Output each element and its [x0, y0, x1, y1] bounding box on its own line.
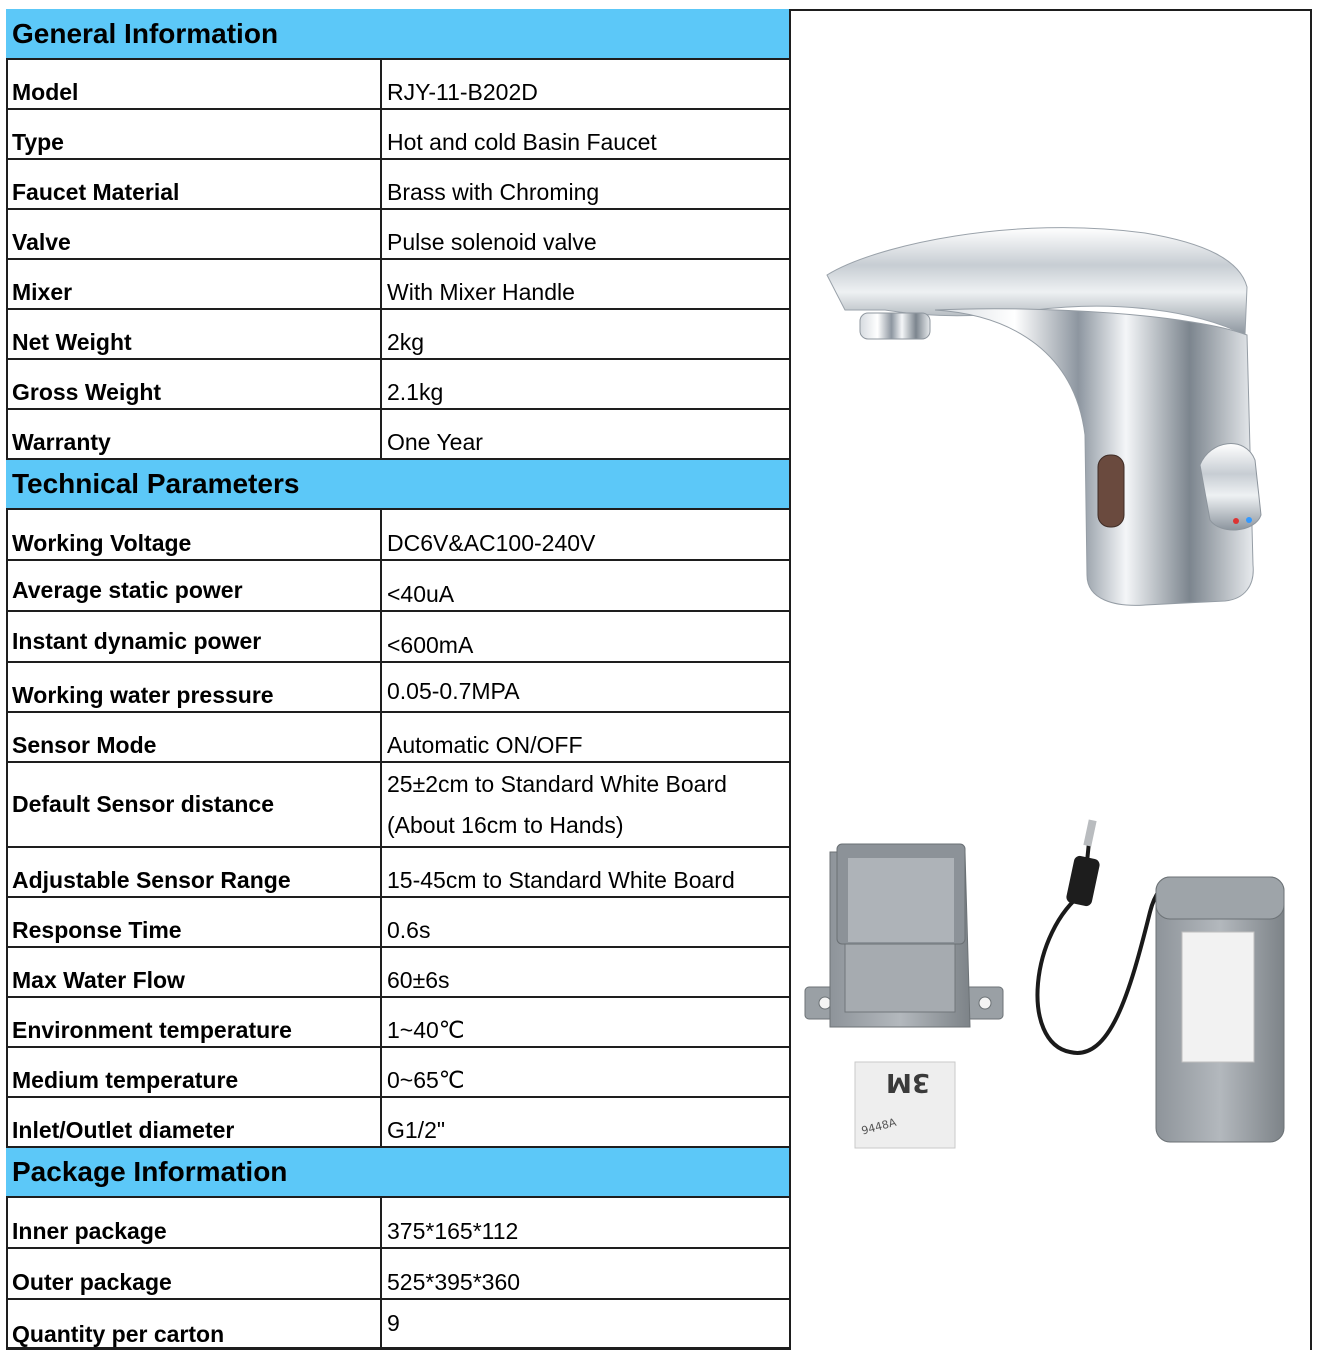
- row-label: Medium temperature: [6, 1048, 382, 1096]
- table-row: [6, 763, 791, 848]
- row-label: Instant dynamic power: [6, 612, 382, 661]
- row-label: Adjustable Sensor Range: [6, 848, 382, 896]
- row-label: Model: [6, 60, 382, 108]
- row-value: 1~40℃: [387, 1017, 465, 1043]
- row-value: [382, 763, 791, 846]
- row-label: Max Water Flow: [6, 948, 382, 996]
- faucet-photo: [815, 215, 1275, 615]
- tape-label: 3M: [886, 1067, 930, 1097]
- row-label: Mixer: [6, 260, 382, 308]
- row-value: 0.6s: [387, 917, 431, 943]
- row-label: Sensor Mode: [6, 713, 382, 761]
- row-value: 2kg: [387, 329, 425, 355]
- table-row: [6, 898, 791, 948]
- tape-code: 9448A: [860, 1115, 898, 1138]
- table-row: [6, 360, 791, 410]
- table-row: [6, 1098, 791, 1148]
- row-label: Net Weight: [6, 310, 382, 358]
- table-row: [6, 310, 791, 360]
- row-value: 2.1kg: [387, 379, 444, 405]
- table-row: [6, 998, 791, 1048]
- row-label: Quantity per carton: [6, 1300, 382, 1350]
- row-value: 0~65℃: [387, 1067, 465, 1093]
- section-package-information: Package Information: [6, 1148, 791, 1198]
- table-row: [6, 1249, 791, 1300]
- table-row: [6, 713, 791, 763]
- table-row: [6, 1300, 791, 1350]
- row-label: Outer package: [6, 1249, 382, 1298]
- table-row: [6, 848, 791, 898]
- row-value: Pulse solenoid valve: [387, 229, 597, 255]
- row-value: Hot and cold Basin Faucet: [387, 129, 657, 155]
- row-label: Inner package: [6, 1198, 382, 1247]
- table-row: [6, 510, 791, 561]
- table-row: [6, 210, 791, 260]
- row-value: <40uA: [387, 581, 455, 607]
- row-label: Response Time: [6, 898, 382, 946]
- table-row: [6, 160, 791, 210]
- row-value-line: 25±2cm to Standard White Board: [387, 770, 727, 797]
- spec-table: [6, 9, 791, 1350]
- faucet-icon: [815, 215, 1275, 615]
- row-value: 0.05-0.7MPA: [387, 678, 520, 704]
- section-technical-parameters: Technical Parameters: [6, 460, 791, 510]
- row-label: Working Voltage: [6, 510, 382, 559]
- row-label: Environment temperature: [6, 998, 382, 1046]
- row-value: 60±6s: [387, 967, 450, 993]
- row-value: 15-45cm to Standard White Board: [387, 867, 735, 893]
- column-divider: [789, 9, 791, 1350]
- row-label: Valve: [6, 210, 382, 258]
- table-row: [6, 110, 791, 160]
- table-row: [6, 260, 791, 310]
- row-value: DC6V&AC100-240V: [387, 530, 596, 556]
- row-value: <600mA: [387, 632, 474, 658]
- section-general-information: General Information: [6, 9, 791, 60]
- table-row: [6, 1048, 791, 1098]
- row-value: 9: [387, 1310, 400, 1336]
- battery-box-icon: [800, 812, 1290, 1152]
- table-row: [6, 60, 791, 110]
- row-value-line: (About 16cm to Hands): [387, 811, 624, 838]
- row-value: With Mixer Handle: [387, 279, 575, 305]
- row-label: Working water pressure: [6, 663, 382, 711]
- row-value: One Year: [387, 429, 483, 455]
- table-row: [6, 1198, 791, 1249]
- row-value: Automatic ON/OFF: [387, 732, 583, 758]
- row-value: RJY-11-B202D: [387, 79, 538, 105]
- table-row: [6, 948, 791, 998]
- row-value: Brass with Chroming: [387, 179, 600, 205]
- row-label: Faucet Material: [6, 160, 382, 208]
- row-label: Default Sensor distance: [6, 763, 382, 846]
- row-label: Gross Weight: [6, 360, 382, 408]
- table-row: [6, 663, 791, 713]
- row-value: 525*395*360: [387, 1269, 521, 1295]
- row-value: G1/2": [387, 1117, 446, 1143]
- row-label: Average static power: [6, 561, 382, 610]
- row-value: 375*165*112: [387, 1218, 519, 1244]
- row-label: Warranty: [6, 410, 382, 458]
- accessories-photo: [800, 812, 1290, 1152]
- row-label: Type: [6, 110, 382, 158]
- table-row: [6, 410, 791, 460]
- table-row: [6, 561, 791, 612]
- row-label: Inlet/Outlet diameter: [6, 1098, 382, 1146]
- table-row: [6, 612, 791, 663]
